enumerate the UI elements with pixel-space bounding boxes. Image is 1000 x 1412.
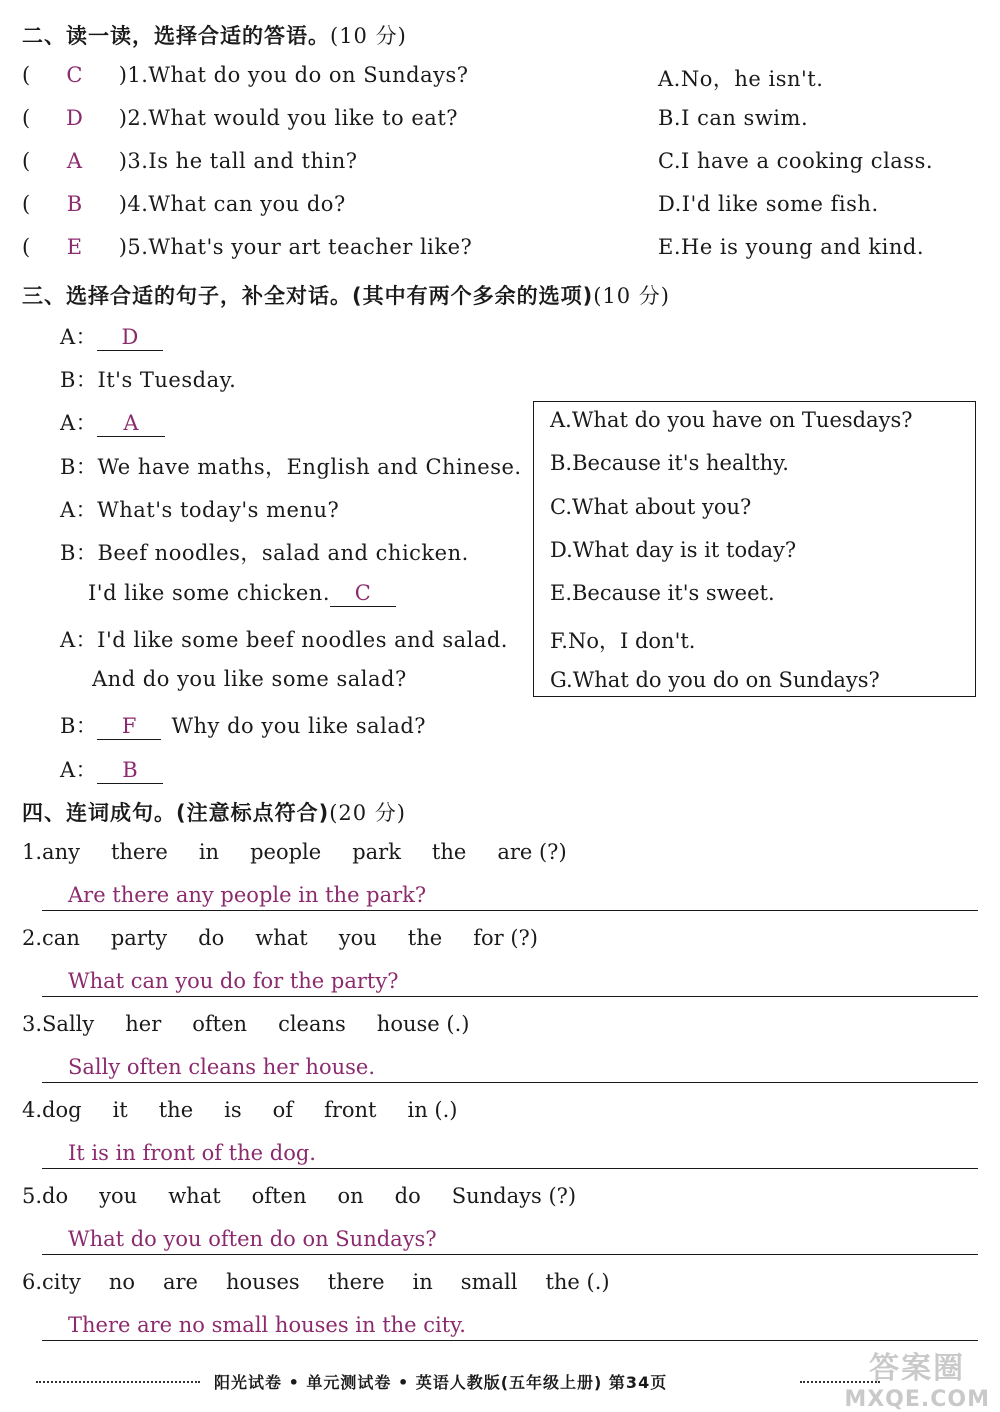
footer-text: 阳光试卷 • 单元测试卷 • 英语人教版(五年级上册) 第34页 <box>214 1373 668 1392</box>
dialogue-option: A.What do you have on Tuesdays? <box>550 408 913 432</box>
scrambled-word: you <box>99 1184 138 1208</box>
dialogue-option: F.No，I don't. <box>550 628 696 653</box>
dialogue-option: E.Because it's sweet. <box>550 581 775 606</box>
options-box <box>533 401 976 697</box>
speaker: B： <box>60 714 98 738</box>
question-text: )2.What would you like to eat? <box>118 106 459 130</box>
answer-letter: C <box>354 581 372 605</box>
sentence-answer[interactable]: It is in front of the dog. <box>68 1141 316 1165</box>
question-row <box>22 149 358 173</box>
section2-points: (10 分) <box>330 24 407 48</box>
scrambled-word: can <box>42 926 80 950</box>
answer-letter[interactable]: E <box>66 235 83 259</box>
scrambled-word: no <box>108 1270 135 1294</box>
item-number: 6. <box>22 1270 43 1294</box>
scrambled-word: Sundays (?) <box>451 1184 577 1208</box>
question-text: )5.What's your art teacher like? <box>118 235 473 259</box>
answer-blank-1[interactable] <box>97 324 163 351</box>
scrambled-word: often <box>192 1012 248 1036</box>
answer-letter: B <box>122 758 139 782</box>
watermark <box>844 1343 990 1412</box>
question-row <box>22 106 458 130</box>
scrambled-word: cleans <box>278 1012 346 1036</box>
open-paren: ( <box>22 235 31 259</box>
scrambled-word: house (.) <box>376 1012 470 1036</box>
scrambled-words-row <box>22 1184 607 1208</box>
item-number: 3. <box>22 1012 43 1036</box>
sentence-answer[interactable]: There are no small houses in the city. <box>68 1313 466 1337</box>
sentence-answer[interactable]: What do you often do on Sundays? <box>68 1227 437 1251</box>
speaker: B： <box>60 455 98 479</box>
open-paren: ( <box>22 106 31 130</box>
scrambled-word: you <box>338 926 377 950</box>
scrambled-word: front <box>324 1098 377 1122</box>
question-text: )1.What do you do on Sundays? <box>118 63 469 87</box>
scrambled-word: do <box>394 1184 421 1208</box>
speaker: B： <box>60 541 98 565</box>
speaker: A： <box>60 628 98 652</box>
scrambled-word: the <box>158 1098 194 1122</box>
scrambled-word: park <box>352 840 401 864</box>
scrambled-word: what <box>168 1184 221 1208</box>
answer-letter: A <box>123 411 139 435</box>
answer-option: E.He is young and kind. <box>658 235 925 259</box>
open-paren: ( <box>22 63 31 87</box>
speaker: A： <box>60 411 98 435</box>
answer-line <box>42 1254 978 1255</box>
scrambled-word: people <box>250 840 322 864</box>
dialogue-text: Why do you like salad? <box>171 714 427 738</box>
answer-letter[interactable]: C <box>66 63 83 87</box>
scrambled-words-row <box>22 840 598 864</box>
dialogue-text: I'd like some chicken. <box>88 581 330 605</box>
section3-points: (10 分) <box>593 284 670 308</box>
scrambled-word: are <box>163 1270 198 1294</box>
scrambled-word: city <box>42 1270 81 1294</box>
sentence-answer[interactable]: What can you do for the party? <box>68 969 399 993</box>
sentence-answer[interactable]: Are there any people in the park? <box>68 883 427 907</box>
answer-line <box>42 1082 978 1083</box>
scrambled-word: the (.) <box>545 1270 610 1294</box>
watermark-text: 答案圈 <box>869 1351 966 1386</box>
scrambled-word: are (?) <box>497 840 567 864</box>
dialogue-text: And do you like some salad? <box>92 667 407 691</box>
scrambled-word: party <box>110 926 168 950</box>
scrambled-word: Sally <box>42 1012 95 1036</box>
question-text: )4.What can you do? <box>118 192 346 216</box>
scrambled-words-row <box>22 1270 638 1294</box>
scrambled-word: do <box>42 1184 69 1208</box>
dialogue-line-8 <box>60 624 508 654</box>
answer-letter[interactable]: B <box>66 192 83 216</box>
section2-title-text: 二、读一读，选择合适的答语。 <box>22 24 330 48</box>
question-row <box>22 235 472 259</box>
watermark-url: MXQE.COM <box>844 1387 990 1412</box>
scrambled-word: on <box>337 1184 364 1208</box>
scrambled-words-row <box>22 1098 488 1122</box>
open-paren: ( <box>22 149 31 173</box>
answer-option: B.I can swim. <box>658 106 809 130</box>
scrambled-word: there <box>327 1270 385 1294</box>
item-number: 1. <box>22 840 43 864</box>
speaker: B： <box>60 368 98 392</box>
question-row <box>22 63 469 87</box>
scrambled-word: any <box>42 840 80 864</box>
section2-title <box>22 20 407 50</box>
section3-title-text: 三、选择合适的句子，补全对话。(其中有两个多余的选项) <box>22 284 594 308</box>
scrambled-word: do <box>198 926 225 950</box>
section4-title <box>22 797 406 827</box>
dialogue-line-7 <box>88 580 396 607</box>
dialogue-line-6 <box>60 537 469 567</box>
answer-blank-3[interactable] <box>330 580 396 607</box>
sentence-answer[interactable]: Sally often cleans her house. <box>68 1055 376 1079</box>
answer-line <box>42 1168 978 1169</box>
dialogue-line-1 <box>60 321 163 351</box>
scrambled-word: what <box>255 926 308 950</box>
answer-line <box>42 910 978 911</box>
section3-title <box>22 280 670 310</box>
open-paren: ( <box>22 192 31 216</box>
answer-option: C.I have a cooking class. <box>658 149 934 173</box>
scrambled-words-row <box>22 926 569 950</box>
question-row <box>22 192 346 216</box>
dialogue-text: It's Tuesday. <box>97 368 237 392</box>
answer-line <box>42 1340 978 1341</box>
scrambled-word: dog <box>42 1098 82 1122</box>
section4-title-text: 四、连词成句。(注意标点符合) <box>22 801 330 825</box>
scrambled-word: is <box>224 1098 242 1122</box>
item-number: 4. <box>22 1098 43 1122</box>
scrambled-word: in <box>198 840 220 864</box>
answer-line <box>42 996 978 997</box>
section4-points: (20 分) <box>329 801 406 825</box>
answer-blank-2[interactable] <box>97 410 165 437</box>
scrambled-word: for (?) <box>473 926 538 950</box>
scrambled-word: often <box>251 1184 307 1208</box>
answer-option: D.I'd like some fish. <box>658 192 879 216</box>
scrambled-word: in <box>412 1270 433 1294</box>
dialogue-line-5 <box>60 494 339 524</box>
scrambled-word: small <box>460 1270 518 1294</box>
footer-dots-left <box>36 1381 200 1383</box>
scrambled-word: houses <box>226 1270 300 1294</box>
dialogue-line-11 <box>60 754 163 784</box>
dialogue-text: Beef noodles，salad and chicken. <box>97 541 469 565</box>
answer-letter: F <box>121 714 137 738</box>
dialogue-option: B.Because it's healthy. <box>550 451 789 476</box>
dialogue-option: G.What do you do on Sundays? <box>550 667 880 692</box>
dialogue-option: C.What about you? <box>550 494 752 519</box>
answer-option: A.No，he isn't. <box>658 67 824 91</box>
answer-letter: D <box>121 325 139 349</box>
scrambled-word: the <box>407 926 443 950</box>
scrambled-word: the <box>431 840 467 864</box>
answer-letter[interactable]: D <box>66 106 84 130</box>
scrambled-word: in (.) <box>407 1098 458 1122</box>
dialogue-line-3 <box>60 407 165 437</box>
answer-blank-4[interactable] <box>97 713 161 740</box>
item-number: 2. <box>22 926 43 950</box>
speaker: A： <box>60 758 98 782</box>
scrambled-words-row <box>22 1012 500 1036</box>
speaker: A： <box>60 325 98 349</box>
scrambled-word: of <box>272 1098 294 1122</box>
dialogue-line-4 <box>60 451 522 481</box>
dialogue-option: D.What day is it today? <box>550 537 797 562</box>
answer-letter[interactable]: A <box>66 149 83 173</box>
answer-blank-5[interactable] <box>97 757 163 784</box>
dialogue-line-2 <box>60 364 236 394</box>
scrambled-word: it <box>112 1098 128 1122</box>
speaker: A： <box>60 498 98 522</box>
dialogue-text: We have maths，English and Chinese. <box>97 455 522 479</box>
scrambled-word: her <box>125 1012 162 1036</box>
dialogue-line-9 <box>92 667 407 691</box>
scrambled-word: there <box>110 840 168 864</box>
dialogue-text: I'd like some beef noodles and salad. <box>97 628 508 652</box>
dialogue-line-10 <box>60 710 426 740</box>
dialogue-text: What's today's menu? <box>97 498 340 522</box>
item-number: 5. <box>22 1184 43 1208</box>
question-text: )3.Is he tall and thin? <box>118 149 358 173</box>
